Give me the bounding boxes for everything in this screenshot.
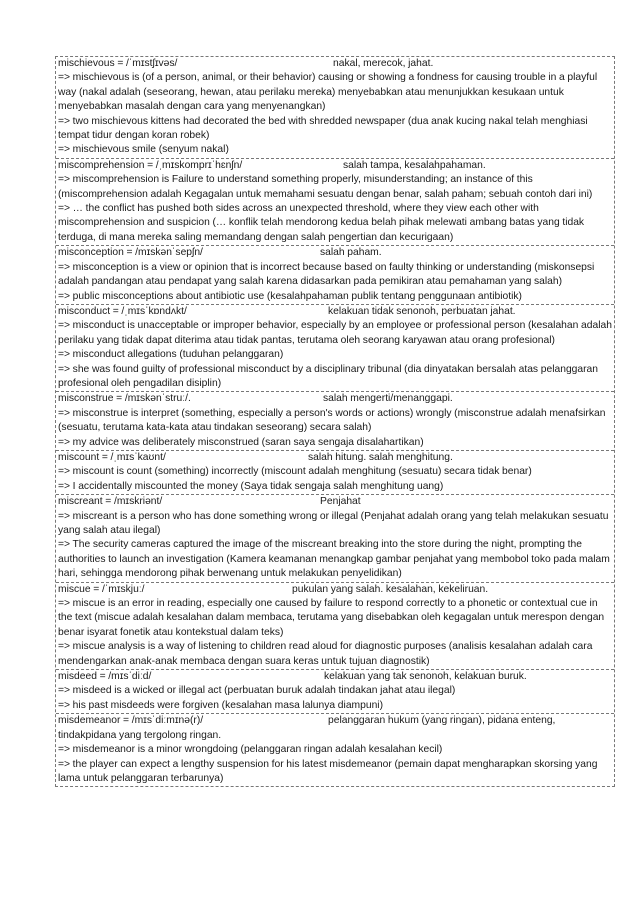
headword: miscomprehension = /ˌmɪskomprɪˈhɛnʃn/ xyxy=(58,159,243,171)
example-line: => misconduct allegations (tuduhan pelanggaran) xyxy=(58,349,284,361)
definition-line: => miscount is count (something) incorrectly (miscount adalah menghitung (sesuatu) secara tidak benar) xyxy=(58,466,532,478)
headword: misconception = /mɪskənˈsepʃn/ xyxy=(58,247,203,259)
headword: miscount = /ˌmɪsˈkaʊnt/ xyxy=(58,451,166,463)
definition-line: => misdemeanor is a minor wrongdoing (pelanggaran ringan adalah kesalahan kecil) xyxy=(58,744,443,756)
example-line: => I accidentally miscounted the money (Saya tidak sengaja salah menghitung uang) xyxy=(58,480,444,492)
entry xyxy=(56,305,614,392)
headword: mischievous = /ˈmɪstʃɪvəs/ xyxy=(58,58,178,69)
translation: salah mengerti/menanggapi. xyxy=(323,393,453,405)
entry xyxy=(56,451,614,495)
example-line: => miscue analysis is a way of listening to children read aloud for diagnostic purposes (analisis kesalahan adalah cara mendengarkan anak-anak membaca dengan suara keras untuk tujuan diagnostik) xyxy=(58,641,593,667)
entry xyxy=(56,159,614,246)
example-line: => the player can expect a lengthy suspension for his latest misdemeanor (pemain dapat mengharapkan skorsing yang lama untuk pelanggaran terbarunya) xyxy=(58,758,598,784)
entry xyxy=(56,583,614,670)
entry-header xyxy=(58,159,612,173)
example-line: => she was found guilty of professional misconduct by a disciplinary tribunal (dia dinyatakan bersalah atas pelanggaran profesional oleh pengadilan disiplin) xyxy=(58,363,599,389)
example-line: => two mischievous kittens had decorated the bed with shredded newspaper (dua anak kucing nakal telah menghiasi tempat tidur dengan koran robek) xyxy=(58,115,588,142)
vocabulary-list xyxy=(55,56,615,787)
translation: salah tampa, kesalahpahaman. xyxy=(343,159,486,171)
translation: nakal, merecok, jahat. xyxy=(333,58,434,69)
entry xyxy=(56,670,614,714)
definition-line: => misconduct is unacceptable or improper behavior, especially by an employee or professional person (kesalahan adalah perilaku yang tidak dapat diterima atau tidak pantas, terutama oleh seorang karyawan atau orang profesional) xyxy=(58,320,612,346)
entry xyxy=(56,57,614,159)
translation: pukulan yang salah. kesalahan, kekeliruan. xyxy=(292,583,489,595)
example-line: => The security cameras captured the image of the miscreant breaking into the store during the night, prompting the authorities to launch an investigation (Kamera keamanan menangkap gambar penjahat yang membobol toko pada malam hari, sehingga mendorong pihak berwenang untuk melakukan penyelidikan) xyxy=(58,539,610,580)
definition-line: => misconstrue is interpret (something, especially a person's words or actions) wrongly (misconstrue adalah menafsirkan (sesuatu, terutama kata-kata atau tindakan seseorang) secara salah) xyxy=(58,407,606,434)
headword: misdemeanor = /mɪsˈdiːmɪnə(r)/ xyxy=(58,715,204,727)
entry-header xyxy=(58,583,612,597)
entry-header xyxy=(58,392,612,406)
headword: misconstrue = /mɪskənˈstruː/. xyxy=(58,393,191,405)
translation: salah paham. xyxy=(320,247,382,259)
definition-line: => misconception is a view or opinion that is incorrect because based on faulty thinking or understanding (miskonsepsi adalah pandangan atau pendapat yang salah karena didasarkan pada pemikiran atau pemahaman yang salah) xyxy=(58,261,595,288)
entry-header xyxy=(58,451,612,465)
entry-header xyxy=(58,305,612,319)
definition-line: => miscue is an error in reading, especially one caused by failure to respond correctly to a phonetic or contextual cue in the text (miscue adalah kesalahan dalam membaca, terutama yang disebabkan oleh kegagalan untuk merespon dengan benar isyarat fonetik atau kontekstual dalam teks) xyxy=(58,598,605,638)
definition-line: => mischievous is (of a person, animal, or their behavior) causing or showing a fondness for causing trouble in a playful way (nakal adalah (seseorang, hewan, atau perilaku mereka) menyebabkan atau menunjukkan kesukaan untuk menyebabkan masalah dengan cara yang menyenangkan) xyxy=(58,72,598,113)
entry xyxy=(56,714,614,786)
definition-line: => miscomprehension is Failure to understand something properly, misunderstanding; an instance of this (miscomprehension adalah Kegagalan untuk memahami sesuatu dengan benar, salah paham; sebuah contoh dari ini) xyxy=(58,174,593,200)
entry-header xyxy=(58,246,612,260)
entry-header xyxy=(58,670,612,684)
entry-header xyxy=(58,495,612,509)
definition-line: => misdeed is a wicked or illegal act (perbuatan buruk adalah tindakan jahat atau ilegal) xyxy=(58,685,456,697)
entry-header xyxy=(58,57,612,71)
translation: kelakuan yang tak senonoh, kelakuan buruk. xyxy=(324,671,527,683)
example-line: => his past misdeeds were forgiven (kesalahan masa lalunya diampuni) xyxy=(58,699,384,711)
example-line: => mischievous smile (senyum nakal) xyxy=(58,144,229,156)
translation: salah hitung. salah menghitung. xyxy=(308,451,453,463)
entry xyxy=(56,246,614,305)
translation: pelanggaran hukum (yang ringan), pidana enteng, tindakpidana yang tergolong ringan. xyxy=(58,715,556,741)
entry xyxy=(56,392,614,451)
entry xyxy=(56,495,614,582)
headword: misconduct = /ˌmɪsˈkɒndʌkt/ xyxy=(58,305,187,317)
example-line: => public misconceptions about antibiotic use (kesalahpahaman publik tentang penggunaan antibiotik) xyxy=(58,290,522,302)
example-line: => my advice was deliberately misconstrued (saran saya sengaja disalahartikan) xyxy=(58,436,424,448)
headword: miscreant = /mɪskriənt/ xyxy=(58,496,163,508)
translation: Penjahat xyxy=(320,496,361,508)
headword: misdeed = /mɪsˈdiːd/ xyxy=(58,671,152,683)
example-line: => … the conflict has pushed both sides across an unexpected threshold, where they view each other with miscomprehension and suspicion (… konflik telah mendorong kedua belah pihak melewati ambang batas yang tidak terduga, di mana mereka saling memandang dengan salah pengertian dan kecurigaan) xyxy=(58,203,585,243)
entry-header xyxy=(58,714,612,743)
translation: kelakuan tidak senonoh, perbuatan jahat. xyxy=(328,305,516,317)
definition-line: => miscreant is a person who has done something wrong or illegal (Penjahat adalah orang yang telah melakukan sesuatu yang salah atau ilegal) xyxy=(58,510,609,536)
headword: miscue = /ˈmɪskjuː/ xyxy=(58,583,145,595)
